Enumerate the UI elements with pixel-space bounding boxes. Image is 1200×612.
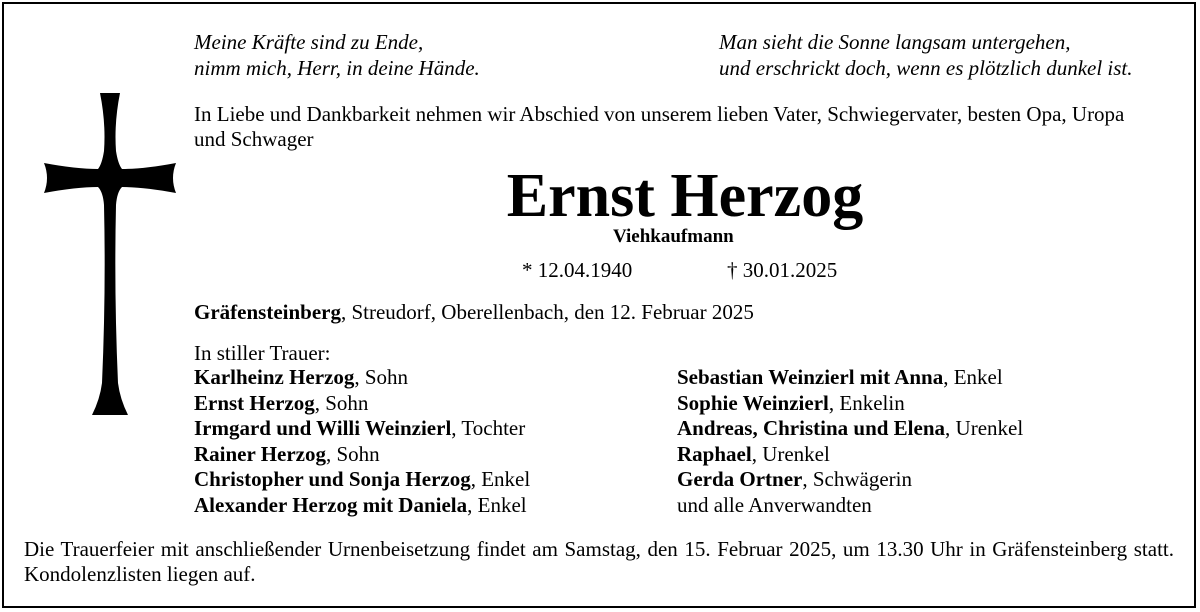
- mourner-entry: [677, 365, 1023, 391]
- mourner-relation: , Urenkel: [945, 416, 1024, 441]
- deceased-profession: Viehkaufmann: [613, 226, 734, 247]
- mourner-relation: , Schwägerin: [802, 467, 913, 492]
- mourners-list-right: [677, 365, 1023, 519]
- mourner-name: Alexander Herzog mit Daniela: [194, 492, 468, 517]
- mourner-name: Raphael: [677, 441, 752, 466]
- mourner-name: Irmgard und Willi Weinzierl: [194, 416, 452, 441]
- mourner-relation: , Urenkel: [751, 441, 830, 466]
- mourner-name: Gerda Ortner: [677, 467, 803, 492]
- death-date: † 30.01.2025: [727, 258, 838, 282]
- mourner-relation: , Enkel: [470, 467, 531, 492]
- mourner-relation: , Enkelin: [828, 390, 905, 415]
- place-name: Gräfensteinberg: [194, 300, 341, 324]
- poem-right-line-2: und erschrickt doch, wenn es plötzlich dunkel ist.: [719, 56, 1133, 80]
- place-date-rest: , Streudorf, Oberellenbach, den 12. Februar 2025: [340, 300, 754, 324]
- ceremony-notice: Die Trauerfeier mit anschließender Urnenbeisetzung findet am Samstag, den 15. Februar 2025, um 13.30 Uhr in Gräfensteinberg statt. Kondolenzlisten liegen auf.: [24, 537, 1174, 586]
- mourner-relation: , Enkel: [943, 365, 1003, 389]
- mourners-heading: In stiller Trauer:: [194, 341, 331, 365]
- birth-date: * 12.04.1940: [522, 258, 633, 282]
- mourner-entry: [194, 365, 530, 391]
- poem-right-line-1: Man sieht die Sonne langsam untergehen,: [719, 30, 1071, 54]
- mourner-entry: [677, 442, 1023, 468]
- mourner-name: Andreas, Christina und Elena: [677, 416, 946, 441]
- mourner-entry: [194, 493, 530, 519]
- mourner-entry: [194, 416, 530, 442]
- mourner-entry: [677, 467, 1023, 493]
- mourner-entry: [677, 391, 1023, 417]
- place-date-line: [194, 300, 754, 325]
- mourner-name: Ernst Herzog: [194, 390, 315, 415]
- mourner-relation: , Enkel: [467, 492, 527, 517]
- mourner-name: Sebastian Weinzierl mit Anna: [677, 365, 944, 389]
- poem-right: [719, 29, 1133, 81]
- mourner-entry: [194, 391, 530, 417]
- mourner-entry: [194, 467, 530, 493]
- mourner-name: Sophie Weinzierl: [677, 390, 829, 415]
- mourners-list-left: [194, 365, 530, 519]
- poem-left-line-1: Meine Kräfte sind zu Ende,: [194, 30, 424, 54]
- poem-left: [194, 29, 480, 81]
- mourner-name: Christopher und Sonja Herzog: [194, 467, 471, 492]
- mourner-relation: , Sohn: [314, 390, 369, 415]
- mourner-entry-closing: [677, 493, 1023, 519]
- poem-left-line-2: nimm mich, Herr, in deine Hände.: [194, 56, 480, 80]
- closing-relatives: und alle Anverwandten: [677, 492, 872, 517]
- mourner-entry: [194, 442, 530, 468]
- mourner-relation: , Sohn: [354, 365, 409, 389]
- intro-text: In Liebe und Dankbarkeit nehmen wir Abschied von unserem lieben Vater, Schwiegervater, besten Opa, Uropa und Schwager: [194, 102, 1125, 151]
- mourner-name: Karlheinz Herzog: [194, 365, 355, 389]
- mourner-relation: , Sohn: [326, 441, 380, 466]
- mourner-entry: [677, 416, 1023, 442]
- deceased-name-text: Ernst Herzog: [506, 162, 864, 230]
- mourner-relation: , Tochter: [451, 416, 526, 441]
- deceased-name: [0, 160, 1200, 232]
- mourner-name: Rainer Herzog: [194, 441, 326, 466]
- cross-icon: [44, 93, 176, 415]
